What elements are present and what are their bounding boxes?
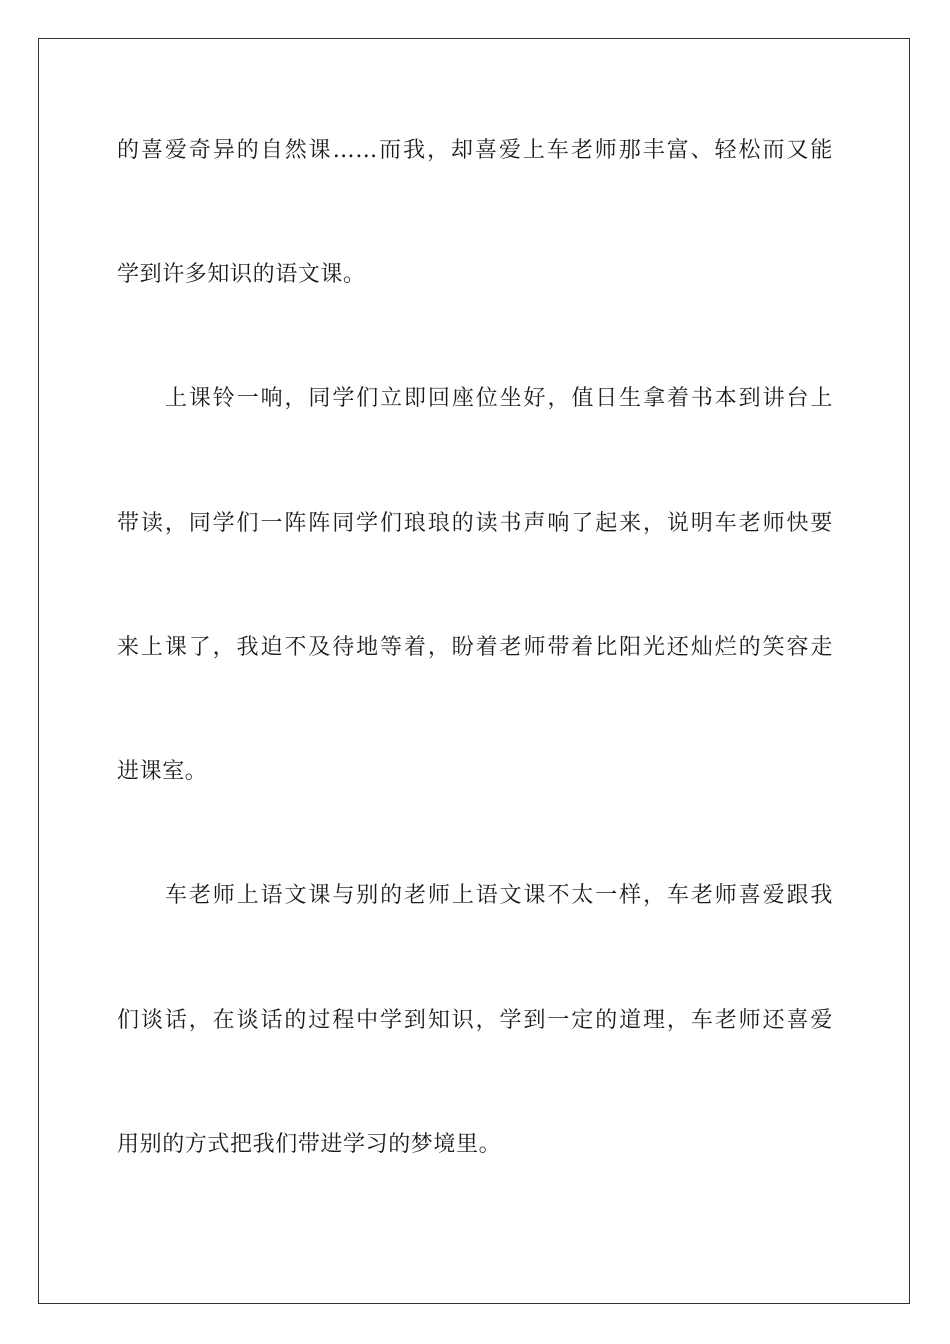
paragraph-line: 上课铃一响，同学们立即回座位坐好，值日生拿着书本到讲台上: [165, 386, 833, 411]
paragraph-line: 来上课了，我迫不及待地等着，盼着老师带着比阳光还灿烂的笑容走: [117, 635, 833, 660]
paragraph-line: 们谈话，在谈话的过程中学到知识，学到一定的道理，车老师还喜爱: [117, 1008, 833, 1033]
paragraph-line: 车老师上语文课与别的老师上语文课不太一样，车老师喜爱跟我: [165, 883, 833, 908]
paragraph-line: 的喜爱奇异的自然课……而我，却喜爱上车老师那丰富、轻松而又能: [117, 138, 833, 163]
paragraph-line: 用别的方式把我们带进学习的梦境里。: [117, 1132, 502, 1157]
paragraph-line: 进课室。: [117, 759, 208, 784]
paragraph-line: 带读，同学们一阵阵同学们琅琅的读书声响了起来，说明车老师快要: [117, 511, 833, 536]
page-border: [38, 38, 910, 1304]
paragraph-line: 学到许多知识的语文课。: [117, 262, 366, 287]
